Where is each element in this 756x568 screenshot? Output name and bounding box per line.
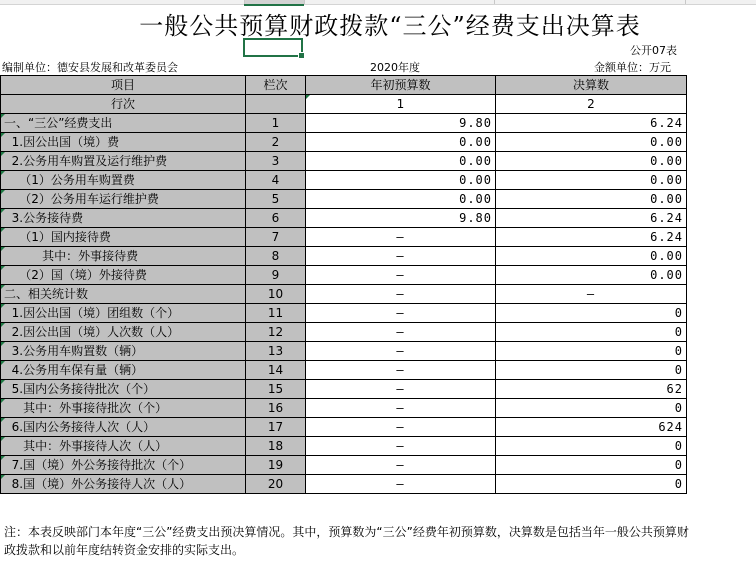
table-row <box>1 247 687 266</box>
row-actual-value[interactable]: 0.00 <box>496 133 687 152</box>
row-item[interactable]: 8.国（境）外公务接待人次（人） <box>1 475 246 494</box>
row-column-no[interactable]: 15 <box>246 380 306 399</box>
table-row <box>1 456 687 475</box>
row-budget-value[interactable]: — <box>306 456 496 475</box>
row-item[interactable]: （2）国（境）外接待费 <box>1 266 246 285</box>
row-budget-value[interactable]: — <box>306 285 496 304</box>
row-column-no[interactable]: 4 <box>246 171 306 190</box>
table-row <box>1 152 687 171</box>
row-column-no[interactable]: 7 <box>246 228 306 247</box>
row-budget-value[interactable]: — <box>306 323 496 342</box>
row-actual-value[interactable]: 0 <box>496 304 687 323</box>
row-column-no[interactable]: 9 <box>246 266 306 285</box>
fiscal-year: 2020年度 <box>370 61 420 74</box>
row-actual-value[interactable]: 0.00 <box>496 152 687 171</box>
row-budget-value[interactable]: — <box>306 228 496 247</box>
table-row <box>1 323 687 342</box>
row-budget-value[interactable]: — <box>306 266 496 285</box>
row-actual-value[interactable]: 0.00 <box>496 190 687 209</box>
footnote: 注：本表反映部门本年度“三公”经费支出预决算情况。其中，预算数为“三公”经费年初预算数，决算数是包括当年一般公共预算财政拨款和以前年度结转资金安排的实际支出。 <box>4 525 689 557</box>
subheader-actual[interactable]: 2 <box>496 95 687 114</box>
row-budget-value[interactable]: — <box>306 247 496 266</box>
fill-handle[interactable] <box>298 52 305 59</box>
row-actual-value[interactable]: 6.24 <box>496 209 687 228</box>
compiling-unit: 编制单位：德安县发展和改革委员会 <box>2 61 178 74</box>
table-row <box>1 399 687 418</box>
row-item[interactable]: 3.公务接待费 <box>1 209 246 228</box>
row-actual-value[interactable]: 0.00 <box>496 266 687 285</box>
row-actual-value[interactable]: 0.00 <box>496 247 687 266</box>
row-budget-value[interactable]: 9.80 <box>306 209 496 228</box>
row-item[interactable]: 其中：外事接待人次（人） <box>1 437 246 456</box>
header-column-no[interactable]: 栏次 <box>246 76 306 95</box>
table-code: 公开07表 <box>630 44 677 57</box>
table-row <box>1 361 687 380</box>
table-row <box>1 342 687 361</box>
row-column-no[interactable]: 14 <box>246 361 306 380</box>
row-item[interactable]: 1.因公出国（境）团组数（个） <box>1 304 246 323</box>
row-budget-value[interactable]: — <box>306 342 496 361</box>
row-item[interactable]: 1.因公出国（境）费 <box>1 133 246 152</box>
row-item[interactable]: 一、“三公”经费支出 <box>1 114 246 133</box>
header-row <box>1 76 687 95</box>
row-item[interactable]: 5.国内公务接待批次（个） <box>1 380 246 399</box>
table-row <box>1 114 687 133</box>
row-column-no[interactable]: 18 <box>246 437 306 456</box>
row-column-no[interactable]: 3 <box>246 152 306 171</box>
table-row <box>1 209 687 228</box>
row-column-no[interactable]: 13 <box>246 342 306 361</box>
subheader-budget[interactable]: 1 <box>306 95 496 114</box>
row-column-no[interactable]: 2 <box>246 133 306 152</box>
row-column-no[interactable]: 10 <box>246 285 306 304</box>
row-column-no[interactable]: 11 <box>246 304 306 323</box>
row-actual-value[interactable]: 6.24 <box>496 114 687 133</box>
table-row <box>1 190 687 209</box>
row-budget-value[interactable]: 0.00 <box>306 133 496 152</box>
row-budget-value[interactable]: — <box>306 437 496 456</box>
row-actual-value[interactable]: — <box>496 285 687 304</box>
row-budget-value[interactable]: — <box>306 399 496 418</box>
row-column-no[interactable]: 1 <box>246 114 306 133</box>
row-actual-value[interactable]: 0 <box>496 342 687 361</box>
row-item[interactable]: 3.公务用车购置数（辆） <box>1 342 246 361</box>
row-item[interactable]: 2.因公出国（境）人次数（人） <box>1 323 246 342</box>
table-row <box>1 380 687 399</box>
subheader-row <box>1 95 687 114</box>
row-budget-value[interactable]: — <box>306 361 496 380</box>
row-item[interactable]: 6.国内公务接待人次（人） <box>1 418 246 437</box>
table-row <box>1 228 687 247</box>
row-budget-value[interactable]: — <box>306 380 496 399</box>
row-budget-value[interactable]: 0.00 <box>306 171 496 190</box>
row-column-no[interactable]: 12 <box>246 323 306 342</box>
column-divider <box>244 0 245 4</box>
row-budget-value[interactable]: 9.80 <box>306 114 496 133</box>
row-item[interactable]: 其中：外事接待费 <box>1 247 246 266</box>
row-budget-value[interactable]: — <box>306 304 496 323</box>
row-column-no[interactable]: 5 <box>246 190 306 209</box>
row-actual-value[interactable]: 0 <box>496 475 687 494</box>
header-budget[interactable]: 年初预算数 <box>306 76 496 95</box>
amount-unit: 金额单位：万元 <box>594 61 671 74</box>
subheader-column-no[interactable] <box>246 95 306 114</box>
row-item[interactable]: 二、相关统计数 <box>1 285 246 304</box>
row-budget-value[interactable]: — <box>306 475 496 494</box>
column-divider <box>304 0 305 4</box>
column-header-strip <box>0 0 756 5</box>
row-column-no[interactable]: 17 <box>246 418 306 437</box>
row-actual-value[interactable]: 624 <box>496 418 687 437</box>
row-item[interactable]: （1）国内接待费 <box>1 228 246 247</box>
row-actual-value[interactable]: 6.24 <box>496 228 687 247</box>
header-actual[interactable]: 决算数 <box>496 76 687 95</box>
row-column-no[interactable]: 16 <box>246 399 306 418</box>
table-row <box>1 285 687 304</box>
row-item[interactable]: 4.公务用车保有量（辆） <box>1 361 246 380</box>
row-actual-value[interactable]: 0 <box>496 361 687 380</box>
table-row <box>1 304 687 323</box>
table-row <box>1 437 687 456</box>
row-actual-value[interactable]: 0 <box>496 399 687 418</box>
row-item[interactable]: 7.国（境）外公务接待批次（个） <box>1 456 246 475</box>
row-item[interactable]: （2）公务用车运行维护费 <box>1 190 246 209</box>
row-actual-value[interactable]: 0.00 <box>496 171 687 190</box>
row-budget-value[interactable]: — <box>306 418 496 437</box>
row-budget-value[interactable]: 0.00 <box>306 190 496 209</box>
row-item[interactable]: 2.公务用车购置及运行维护费 <box>1 152 246 171</box>
table-row <box>1 133 687 152</box>
row-actual-value[interactable]: 62 <box>496 380 687 399</box>
row-column-no[interactable]: 20 <box>246 475 306 494</box>
column-divider <box>685 0 686 4</box>
report-title: 一般公共预算财政拨款“三公”经费支出决算表 <box>139 12 641 40</box>
column-divider <box>494 0 495 4</box>
row-column-no[interactable]: 6 <box>246 209 306 228</box>
subheader-item[interactable]: 行次 <box>1 95 246 114</box>
table-row <box>1 418 687 437</box>
row-item[interactable]: 其中：外事接待批次（个） <box>1 399 246 418</box>
row-item[interactable]: （1）公务用车购置费 <box>1 171 246 190</box>
row-budget-value[interactable]: 0.00 <box>306 152 496 171</box>
header-item[interactable]: 项目 <box>1 76 246 95</box>
expense-table <box>0 75 687 494</box>
row-actual-value[interactable]: 0 <box>496 456 687 475</box>
table-row <box>1 475 687 494</box>
active-cell-selection[interactable] <box>243 38 303 57</box>
row-actual-value[interactable]: 0 <box>496 323 687 342</box>
row-column-no[interactable]: 8 <box>246 247 306 266</box>
table-row <box>1 266 687 285</box>
row-column-no[interactable]: 19 <box>246 456 306 475</box>
row-actual-value[interactable]: 0 <box>496 437 687 456</box>
table-row <box>1 171 687 190</box>
